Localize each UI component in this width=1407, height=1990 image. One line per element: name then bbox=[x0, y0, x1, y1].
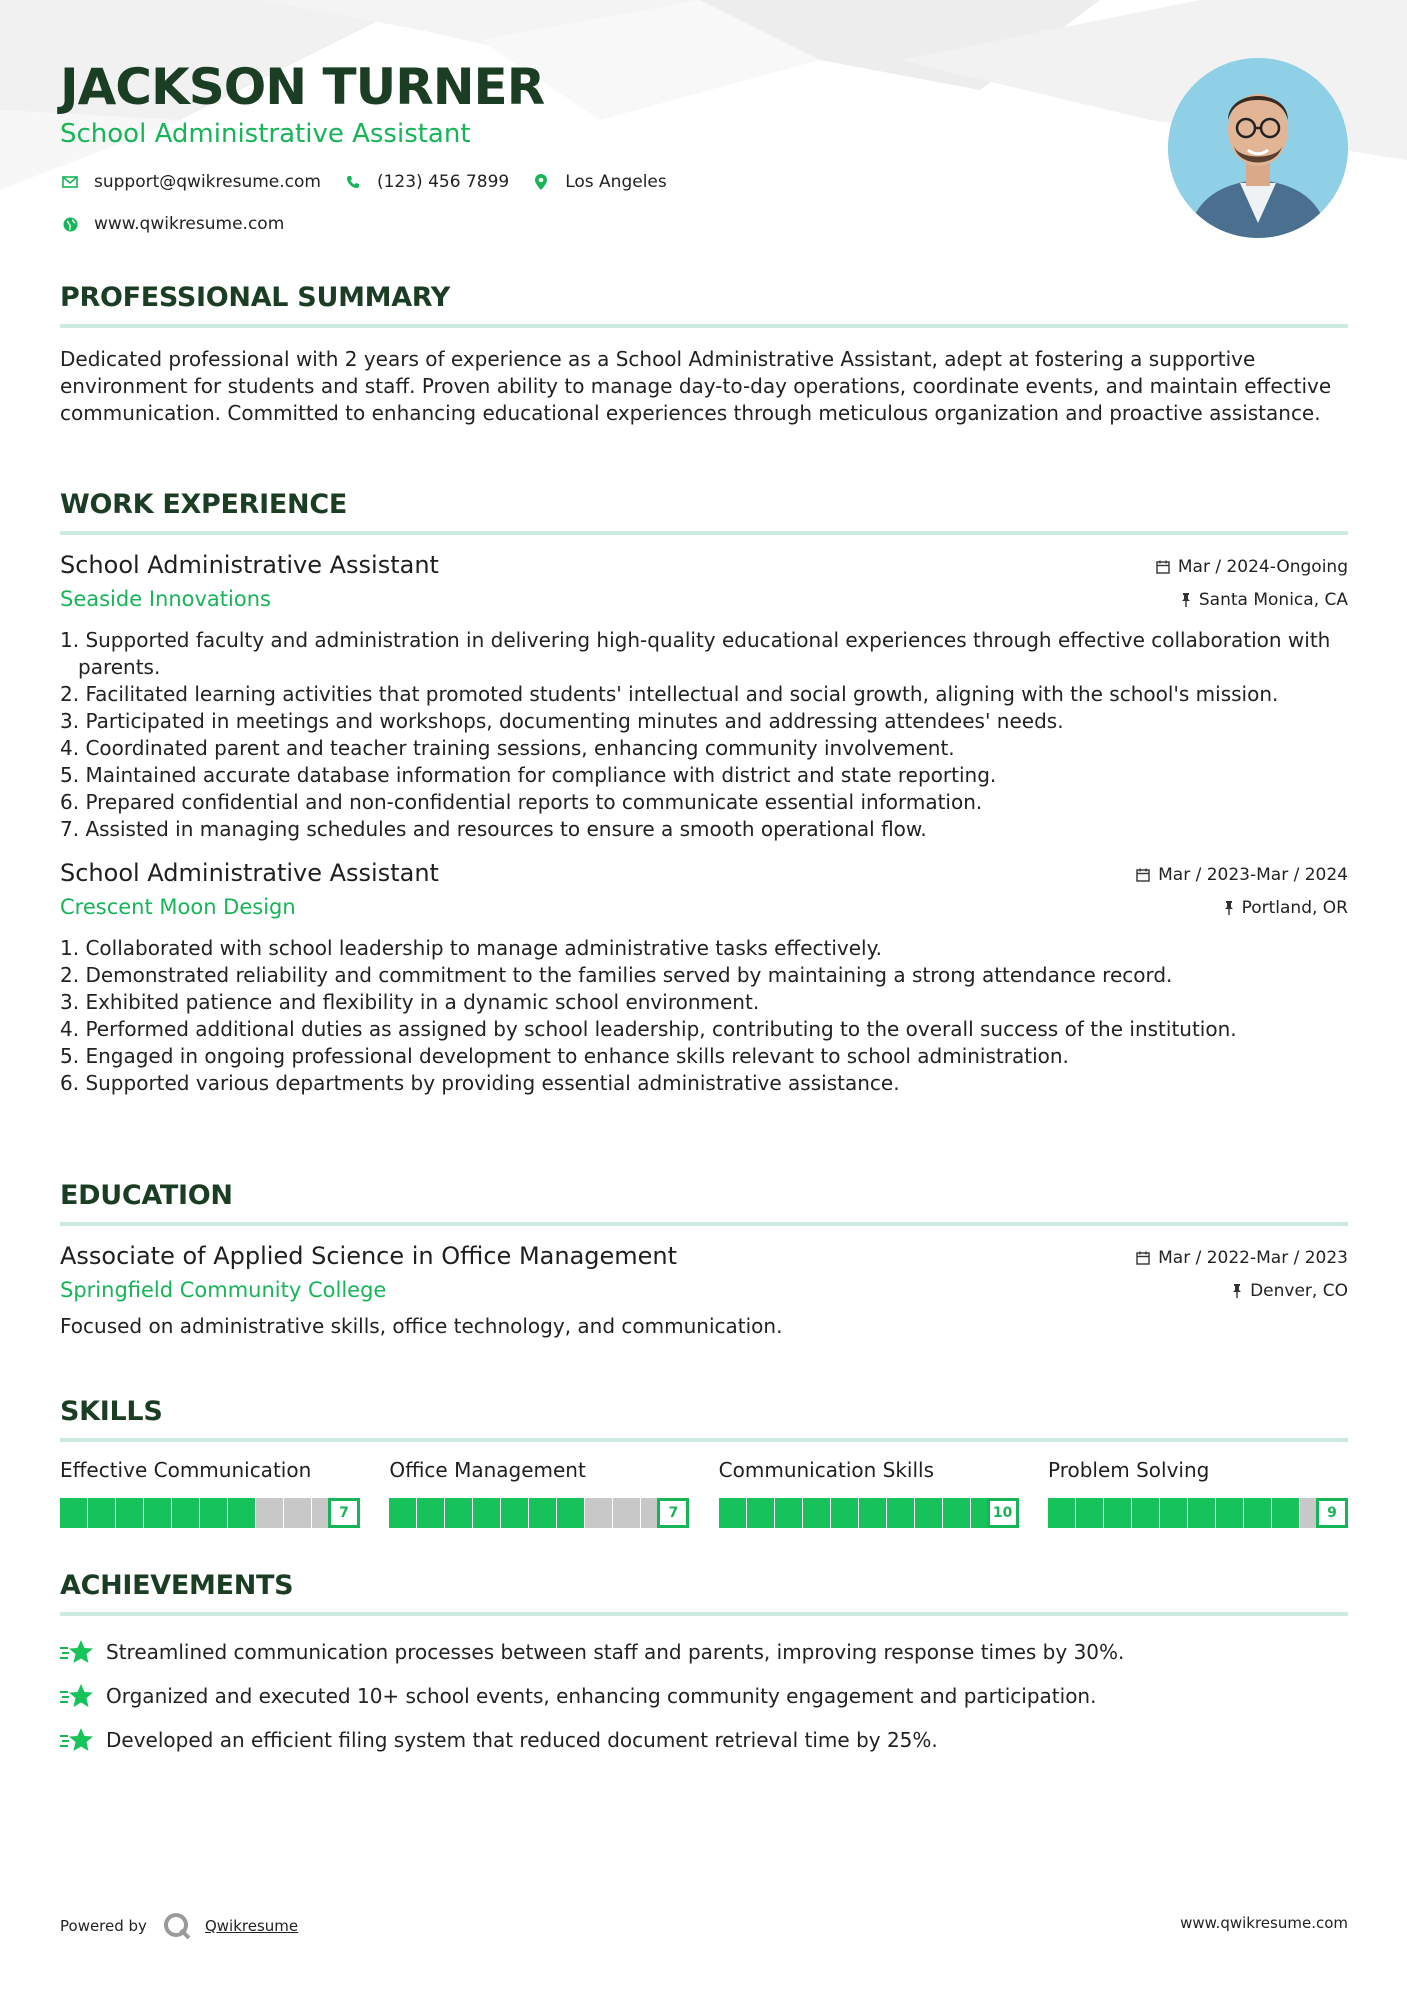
powered-by-label: Powered by bbox=[60, 1917, 147, 1935]
skill-segment bbox=[1104, 1498, 1131, 1528]
contact-row bbox=[60, 172, 689, 192]
list-item: 7. Assisted in managing schedules and resources to ensure a smooth operational flow. bbox=[60, 817, 927, 841]
location-text: Los Angeles bbox=[565, 172, 667, 192]
skill-level-bar bbox=[1048, 1498, 1348, 1528]
list-item: 4. Coordinated parent and teacher training sessions, enhancing community involvement. bbox=[60, 736, 955, 760]
job-title: School Administrative Assistant bbox=[60, 859, 439, 887]
calendar-icon bbox=[1156, 560, 1170, 574]
list-item: 6. Prepared confidential and non-confidential reports to communicate essential information. bbox=[60, 790, 983, 814]
profile-photo bbox=[1168, 58, 1348, 238]
list-item: 3. Participated in meetings and workshops, documenting minutes and addressing attendees' needs. bbox=[60, 709, 1064, 733]
powered-by bbox=[60, 1912, 298, 1940]
summary-title: PROFESSIONAL SUMMARY bbox=[60, 282, 451, 313]
skill-segment bbox=[144, 1498, 171, 1528]
education-location bbox=[1232, 1281, 1348, 1301]
list-item: 5. Engaged in ongoing professional development to enhance skills relevant to school administration. bbox=[60, 1044, 1069, 1068]
list-item: 3. Exhibited patience and flexibility in a dynamic school environment. bbox=[60, 990, 760, 1014]
skill-segment bbox=[88, 1498, 115, 1528]
pushpin-icon bbox=[1224, 901, 1234, 915]
job-entry bbox=[60, 549, 1348, 843]
education-section bbox=[60, 1176, 1348, 1338]
skill-segment bbox=[943, 1498, 970, 1528]
job-title: School Administrative Assistant bbox=[60, 551, 439, 579]
education-date bbox=[1136, 1248, 1348, 1268]
achievement-text: Organized and executed 10+ school events, enhancing community engagement and participation. bbox=[106, 1684, 1097, 1708]
experience-section bbox=[60, 485, 1348, 1097]
skill-segment bbox=[417, 1498, 444, 1528]
achievement-item bbox=[60, 1630, 1348, 1674]
job-bullets bbox=[60, 935, 1348, 1097]
list-item: 5. Maintained accurate database information for compliance with district and state reporting. bbox=[60, 763, 997, 787]
candidate-name: JACKSON TURNER bbox=[60, 58, 545, 116]
skill-level-bar bbox=[719, 1498, 1019, 1528]
skill-segment bbox=[859, 1498, 886, 1528]
skill-item bbox=[1048, 1458, 1348, 1528]
job-company: Seaside Innovations bbox=[60, 587, 271, 611]
qwikresume-logo-icon bbox=[163, 1912, 191, 1940]
section-divider bbox=[60, 324, 1348, 328]
skill-item bbox=[719, 1458, 1019, 1528]
list-item: 2. Demonstrated reliability and commitment to the families served by maintaining a strong attendance record. bbox=[60, 963, 1173, 987]
skill-segment bbox=[775, 1498, 802, 1528]
calendar-icon bbox=[1136, 1251, 1150, 1265]
job-date bbox=[1156, 557, 1348, 577]
map-pin-icon bbox=[531, 172, 551, 192]
skill-segment bbox=[284, 1498, 311, 1528]
skill-item bbox=[389, 1458, 689, 1528]
education-title: EDUCATION bbox=[60, 1180, 233, 1211]
job-location bbox=[1181, 590, 1348, 610]
skill-segment bbox=[1244, 1498, 1271, 1528]
skill-level-number: 7 bbox=[328, 1498, 360, 1528]
skills-title: SKILLS bbox=[60, 1396, 163, 1427]
achievement-text: Streamlined communication processes between staff and parents, improving response times by 30%. bbox=[106, 1640, 1125, 1664]
pushpin-icon bbox=[1232, 1284, 1242, 1298]
envelope-icon bbox=[60, 172, 80, 192]
job-entry bbox=[60, 857, 1348, 1097]
achievement-item bbox=[60, 1718, 1348, 1762]
job-company: Crescent Moon Design bbox=[60, 895, 296, 919]
skill-name: Office Management bbox=[389, 1458, 586, 1482]
job-location bbox=[1224, 898, 1348, 918]
experience-title: WORK EXPERIENCE bbox=[60, 489, 347, 520]
pushpin-icon bbox=[1181, 593, 1191, 607]
skill-item bbox=[60, 1458, 360, 1528]
website-item[interactable] bbox=[60, 214, 284, 234]
skill-segment bbox=[473, 1498, 500, 1528]
skill-segment bbox=[1076, 1498, 1103, 1528]
skills-section bbox=[60, 1392, 1348, 1528]
skill-segment bbox=[256, 1498, 283, 1528]
calendar-icon bbox=[1136, 868, 1150, 882]
summary-section bbox=[60, 278, 1348, 427]
skill-segment bbox=[803, 1498, 830, 1528]
skill-segment bbox=[719, 1498, 746, 1528]
phone-text: (123) 456 7899 bbox=[376, 172, 510, 192]
star-icon bbox=[60, 1681, 94, 1711]
skill-segment bbox=[557, 1498, 584, 1528]
skill-segment bbox=[116, 1498, 143, 1528]
candidate-role: School Administrative Assistant bbox=[60, 119, 471, 149]
skill-name: Effective Communication bbox=[60, 1458, 312, 1482]
skill-segment bbox=[445, 1498, 472, 1528]
skill-segment bbox=[613, 1498, 640, 1528]
job-location-text: Santa Monica, CA bbox=[1198, 590, 1348, 610]
footer bbox=[60, 1900, 1348, 1940]
school-name: Springfield Community College bbox=[60, 1278, 387, 1302]
skill-level-number: 9 bbox=[1316, 1498, 1348, 1528]
skill-segment bbox=[1188, 1498, 1215, 1528]
achievement-item bbox=[60, 1674, 1348, 1718]
job-date-text: Mar / 2024-Ongoing bbox=[1177, 557, 1348, 577]
phone-item[interactable] bbox=[343, 172, 509, 192]
achievements-title: ACHIEVEMENTS bbox=[60, 1570, 294, 1601]
list-item: 1. Supported faculty and administration in delivering high-quality educational experiences through effective collaboration with parents. bbox=[60, 628, 1331, 679]
degree-title: Associate of Applied Science in Office Management bbox=[60, 1242, 678, 1270]
list-item: 6. Supported various departments by providing essential administrative assistance. bbox=[60, 1071, 900, 1095]
footer-website-link[interactable]: www.qwikresume.com bbox=[1180, 1914, 1348, 1932]
list-item: 2. Facilitated learning activities that promoted students' intellectual and social growth, aligning with the school's mission. bbox=[60, 682, 1279, 706]
skill-segment bbox=[1132, 1498, 1159, 1528]
star-icon bbox=[60, 1637, 94, 1667]
skill-segment bbox=[60, 1498, 87, 1528]
list-item: 4. Performed additional duties as assigned by school leadership, contributing to the overall success of the institution. bbox=[60, 1017, 1237, 1041]
skill-segment bbox=[200, 1498, 227, 1528]
job-date bbox=[1136, 865, 1348, 885]
skill-segment bbox=[915, 1498, 942, 1528]
website-row bbox=[60, 214, 306, 234]
achievements-list bbox=[60, 1630, 1348, 1762]
skill-segment bbox=[228, 1498, 255, 1528]
brand-link[interactable]: Qwikresume bbox=[204, 1917, 299, 1935]
skills-list bbox=[60, 1458, 1348, 1528]
section-divider bbox=[60, 1438, 1348, 1442]
summary-text: Dedicated professional with 2 years of experience as a School Administrative Assistant, adept at fostering a supportive environment for students and staff. Proven ability to manage day-to-day operations, coordinate events, and maintain effective communication. Committed to enhancing educational experiences through meticulous organization and proactive assistance. bbox=[60, 347, 1332, 425]
job-location-text: Portland, OR bbox=[1241, 898, 1348, 918]
skill-segment bbox=[585, 1498, 612, 1528]
website-text: www.qwikresume.com bbox=[94, 214, 285, 234]
job-bullets bbox=[60, 627, 1348, 843]
achievements-section bbox=[60, 1566, 1348, 1762]
skill-name: Communication Skills bbox=[718, 1458, 935, 1482]
phone-icon bbox=[343, 172, 363, 192]
email-text: support@qwikresume.com bbox=[94, 172, 321, 192]
skill-level-bar bbox=[60, 1498, 360, 1528]
skill-segment bbox=[1272, 1498, 1299, 1528]
skill-segment bbox=[747, 1498, 774, 1528]
skill-name: Problem Solving bbox=[1047, 1458, 1210, 1482]
skill-level-number: 10 bbox=[987, 1498, 1019, 1528]
skill-segment bbox=[389, 1498, 416, 1528]
skill-segment bbox=[529, 1498, 556, 1528]
education-description: Focused on administrative skills, office technology, and communication. bbox=[60, 1314, 783, 1338]
achievement-text: Developed an efficient filing system that reduced document retrieval time by 25%. bbox=[106, 1728, 938, 1752]
section-divider bbox=[60, 531, 1348, 535]
skill-segment bbox=[1160, 1498, 1187, 1528]
skill-segment bbox=[887, 1498, 914, 1528]
location-item bbox=[531, 172, 667, 192]
skill-segment bbox=[1216, 1498, 1243, 1528]
education-location-text: Denver, CO bbox=[1250, 1281, 1348, 1301]
skill-segment bbox=[1048, 1498, 1075, 1528]
skill-segment bbox=[172, 1498, 199, 1528]
section-divider bbox=[60, 1222, 1348, 1226]
skill-segment bbox=[831, 1498, 858, 1528]
email-item[interactable] bbox=[60, 172, 321, 192]
education-date-text: Mar / 2022-Mar / 2023 bbox=[1158, 1248, 1348, 1268]
globe-icon bbox=[60, 214, 80, 234]
job-date-text: Mar / 2023-Mar / 2024 bbox=[1158, 865, 1348, 885]
skill-level-bar bbox=[389, 1498, 689, 1528]
skill-level-number: 7 bbox=[657, 1498, 689, 1528]
list-item: 1. Collaborated with school leadership to manage administrative tasks effectively. bbox=[60, 936, 882, 960]
section-divider bbox=[60, 1612, 1348, 1616]
skill-segment bbox=[501, 1498, 528, 1528]
star-icon bbox=[60, 1725, 94, 1755]
